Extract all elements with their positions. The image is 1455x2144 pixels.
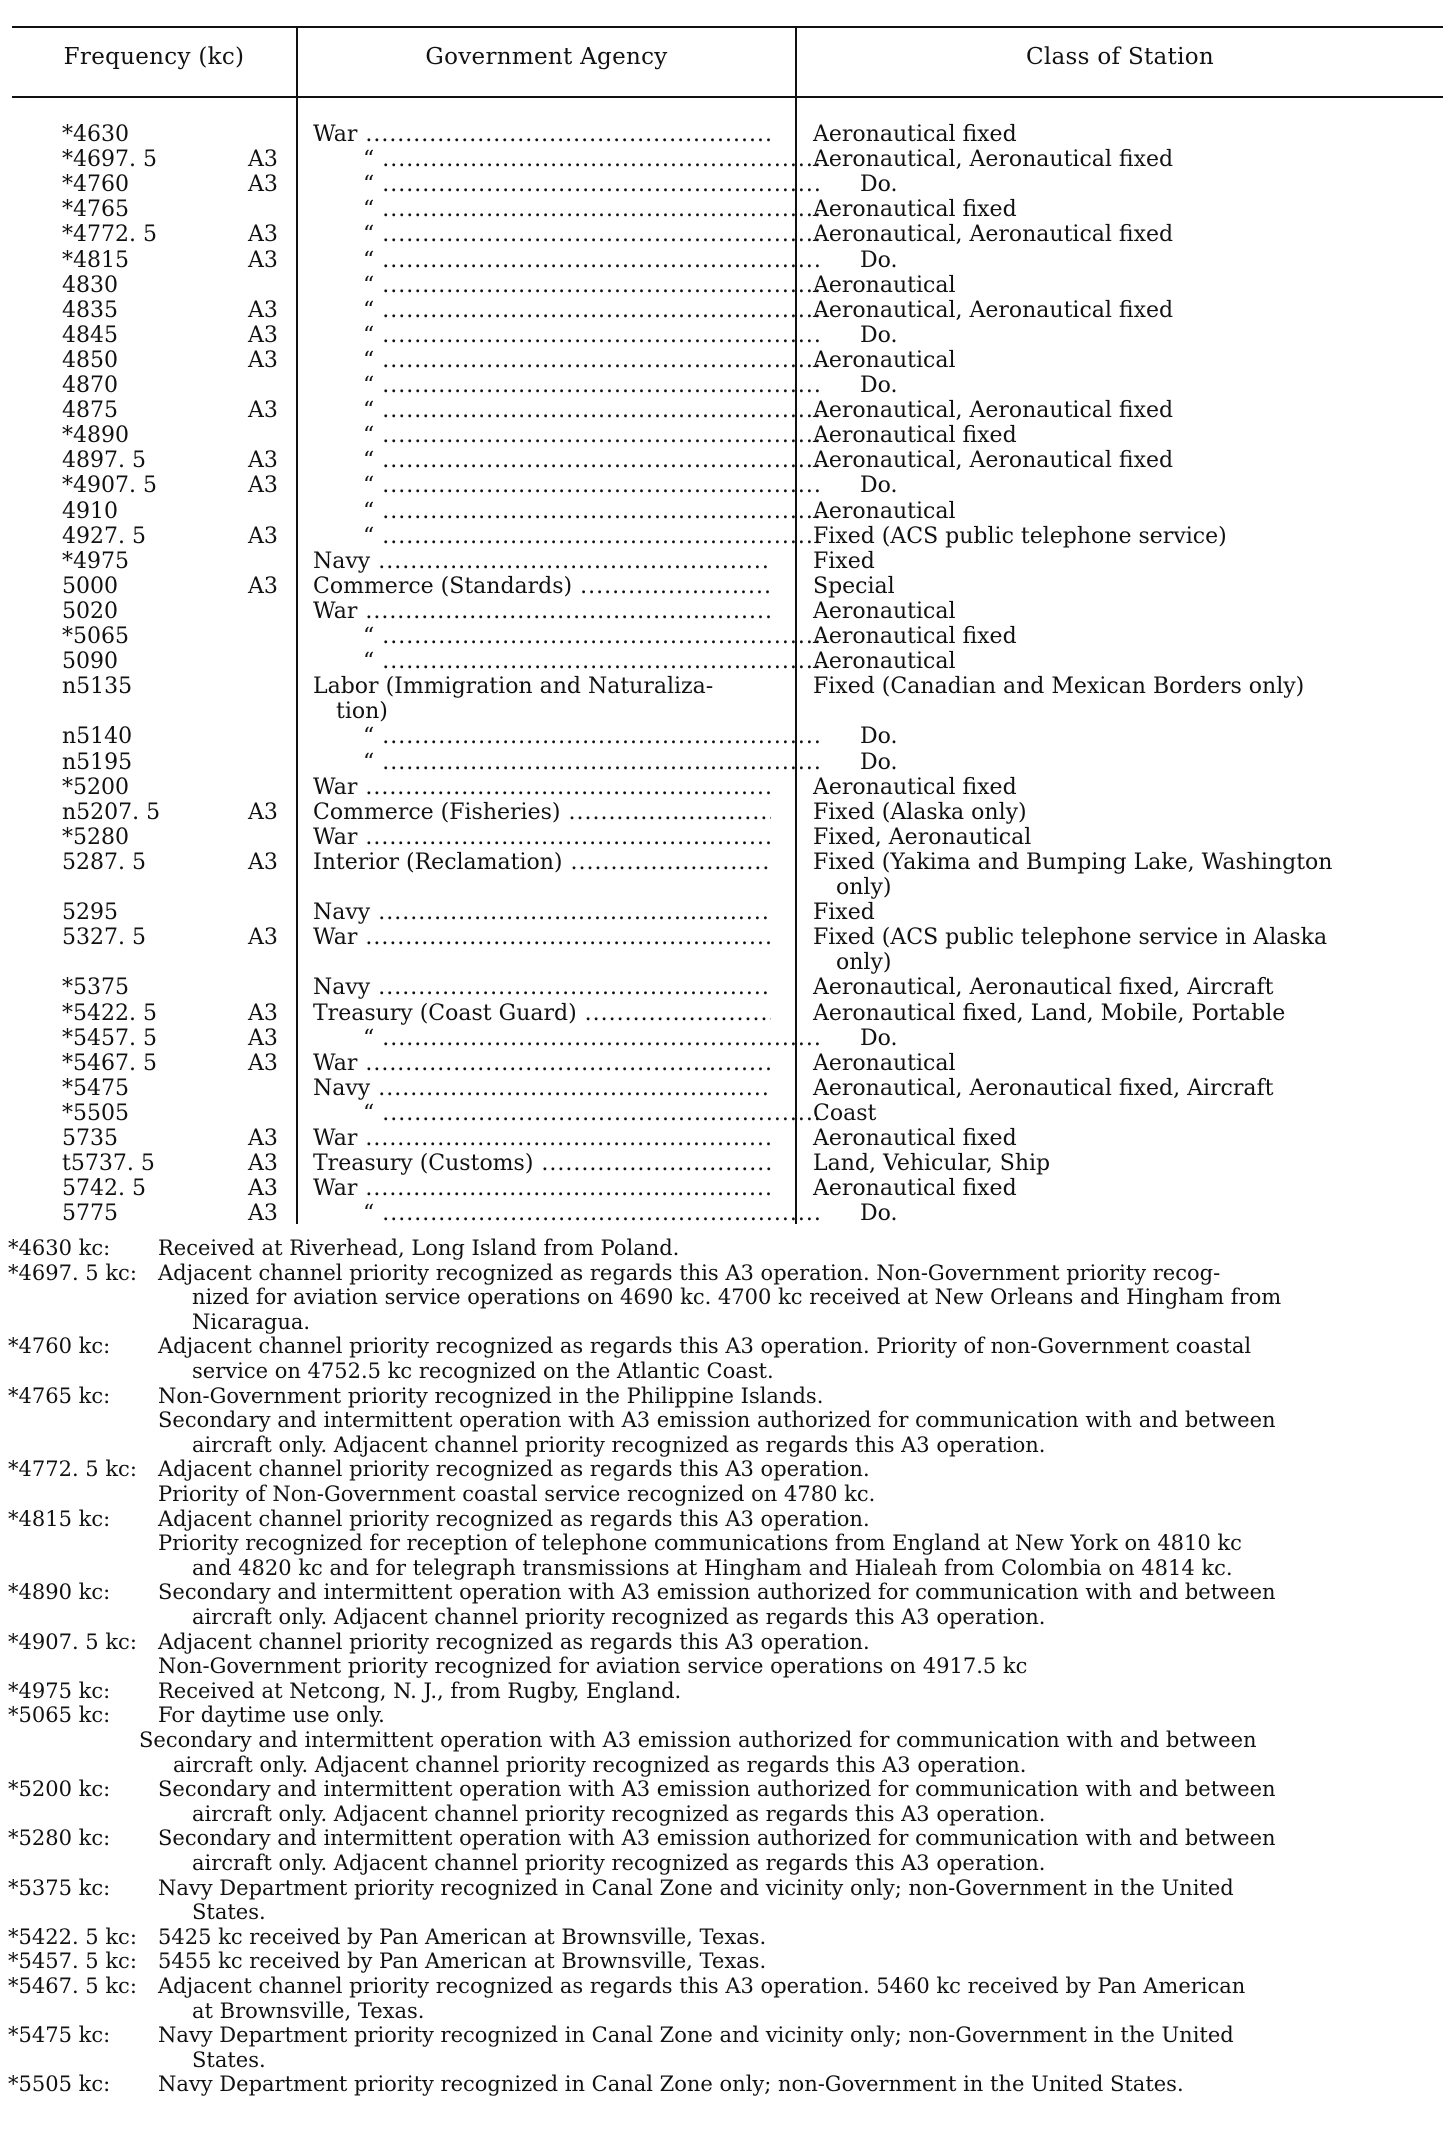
agency-cell: “ ..... bbox=[313, 273, 821, 298]
table-row bbox=[0, 222, 1455, 247]
agency-cell-continued: tion) bbox=[336, 699, 388, 725]
footnote bbox=[8, 1949, 1448, 1974]
table-row bbox=[0, 248, 1455, 273]
frequency-cell: *5475 bbox=[62, 1075, 129, 1101]
agency-cell: “ ..... bbox=[313, 448, 821, 473]
agency-cell: War ..... bbox=[313, 122, 771, 147]
table-row bbox=[0, 1026, 1455, 1051]
footnote-line: Non-Government priority recognized in the Philippine Islands. bbox=[158, 1383, 824, 1408]
footnote-key: *5375 kc: bbox=[8, 1875, 111, 1900]
footnote-line: Navy Department priority recognized in Canal Zone and vicinity only; non-Government in the United bbox=[158, 1875, 1234, 1900]
footnote bbox=[8, 1679, 1448, 1704]
footnote bbox=[8, 1876, 1448, 1925]
emission-cell: A3 bbox=[248, 247, 278, 273]
agency-cell: War ..... bbox=[313, 599, 771, 624]
frequency-cell: 4910 bbox=[62, 498, 118, 524]
frequency-cell: *4697. 5 bbox=[62, 147, 157, 173]
frequency-cell: 4845 bbox=[62, 322, 118, 348]
agency-cell: Treasury (Coast Guard) ..... bbox=[313, 1001, 771, 1026]
table-row bbox=[0, 925, 1455, 950]
class-cell: Aeronautical, Aeronautical fixed bbox=[813, 147, 1174, 173]
footnote-line: Navy Department priority recognized in Canal Zone and vicinity only; non-Government in the United bbox=[158, 2023, 1234, 2048]
emission-cell: A3 bbox=[248, 222, 278, 248]
footnote-key: *4697. 5 kc: bbox=[8, 1260, 137, 1285]
emission-cell: A3 bbox=[248, 448, 278, 474]
footnote-line: nized for aviation service operations on 4690 kc. 4700 kc received at New Orleans and Hingham from bbox=[192, 1285, 1282, 1310]
emission-cell: A3 bbox=[248, 573, 278, 599]
agency-cell: “ ..... bbox=[313, 624, 821, 649]
table-row bbox=[0, 800, 1455, 825]
class-cell: Coast bbox=[813, 1100, 877, 1126]
footnote-line: States. bbox=[192, 1900, 266, 1925]
footnote-key: *4890 kc: bbox=[8, 1580, 111, 1605]
agency-cell: “ ..... bbox=[313, 398, 821, 423]
footnote-line: Secondary and intermittent operation with A3 emission authorized for communication with and between bbox=[158, 1408, 1276, 1433]
table-row bbox=[0, 1176, 1455, 1201]
agency-cell: “ ..... bbox=[313, 473, 821, 498]
footnote bbox=[8, 1925, 1448, 1950]
emission-cell: A3 bbox=[248, 1025, 278, 1051]
footnote-line: States. bbox=[192, 2047, 266, 2072]
frequency-cell: t5737. 5 bbox=[62, 1151, 155, 1177]
class-cell: Aeronautical fixed bbox=[813, 774, 1017, 800]
class-cell: Aeronautical, Aeronautical fixed, Aircraft bbox=[813, 975, 1274, 1001]
frequency-cell: 4927. 5 bbox=[62, 523, 146, 549]
footnote-key: *5280 kc: bbox=[8, 1826, 111, 1851]
class-cell: Aeronautical bbox=[813, 1050, 956, 1076]
agency-cell: War ..... bbox=[313, 1176, 771, 1201]
footnote bbox=[8, 1974, 1448, 2023]
frequency-cell: *5200 bbox=[62, 774, 129, 800]
class-cell: Aeronautical bbox=[813, 649, 956, 675]
agency-cell: “ ..... bbox=[313, 649, 821, 674]
class-cell: Aeronautical, Aeronautical fixed bbox=[813, 222, 1174, 248]
agency-cell: “ ..... bbox=[313, 172, 821, 197]
emission-cell: A3 bbox=[248, 297, 278, 323]
table-row bbox=[0, 775, 1455, 800]
emission-cell: A3 bbox=[248, 473, 278, 499]
frequency-cell: *4890 bbox=[62, 423, 129, 449]
emission-cell: A3 bbox=[248, 1151, 278, 1177]
class-cell: Aeronautical fixed bbox=[813, 122, 1017, 147]
table-row bbox=[0, 348, 1455, 373]
table-row bbox=[0, 499, 1455, 524]
agency-cell: Interior (Reclamation) ..... bbox=[313, 850, 771, 875]
class-cell: Aeronautical bbox=[813, 498, 956, 524]
class-cell: Aeronautical bbox=[813, 598, 956, 624]
frequency-cell: 4897. 5 bbox=[62, 448, 146, 474]
class-cell: Do. bbox=[860, 172, 898, 198]
frequency-cell: 5775 bbox=[62, 1201, 118, 1227]
table-row bbox=[0, 574, 1455, 599]
footnote bbox=[8, 2023, 1448, 2072]
frequency-cell: *5505 bbox=[62, 1100, 129, 1126]
agency-cell: “ ..... bbox=[313, 298, 821, 323]
agency-cell: “ ..... bbox=[313, 222, 821, 247]
agency-cell: “ ..... bbox=[313, 724, 821, 749]
table-row bbox=[0, 398, 1455, 423]
table-row-continuation bbox=[0, 875, 1455, 900]
frequency-cell: 5327. 5 bbox=[62, 925, 146, 951]
class-cell: Fixed bbox=[813, 548, 875, 574]
emission-cell: A3 bbox=[248, 925, 278, 951]
table-row bbox=[0, 850, 1455, 875]
emission-cell: A3 bbox=[248, 849, 278, 875]
table-row bbox=[0, 524, 1455, 549]
frequency-cell: n5207. 5 bbox=[62, 799, 161, 825]
table-row-continuation bbox=[0, 950, 1455, 975]
footnote-line: aircraft only. Adjacent channel priority recognized as regards this A3 operation. bbox=[173, 1752, 1027, 1777]
table-row-continuation bbox=[0, 699, 1455, 724]
frequency-cell: *4630 bbox=[62, 122, 129, 147]
table-row bbox=[0, 323, 1455, 348]
table-row bbox=[0, 172, 1455, 197]
frequency-cell: 5742. 5 bbox=[62, 1176, 146, 1202]
agency-cell: War ..... bbox=[313, 775, 771, 800]
frequency-cell: *5457. 5 bbox=[62, 1025, 157, 1051]
footnote-line: Priority recognized for reception of telephone communications from England at New York on 4810 kc bbox=[158, 1531, 1242, 1556]
footnote bbox=[8, 1580, 1448, 1629]
class-cell: Fixed, Aeronautical bbox=[813, 824, 1032, 850]
footnote-key: *4765 kc: bbox=[8, 1383, 111, 1408]
class-cell: Do. bbox=[860, 473, 898, 499]
agency-cell: War ..... bbox=[313, 825, 771, 850]
class-cell: Fixed (Yakima and Bumping Lake, Washington bbox=[813, 849, 1333, 875]
emission-cell: A3 bbox=[248, 147, 278, 173]
footnote bbox=[8, 1507, 1448, 1581]
class-cell: Aeronautical bbox=[813, 347, 956, 373]
frequency-cell: 5295 bbox=[62, 900, 118, 926]
table-row bbox=[0, 549, 1455, 574]
footnote-line: Adjacent channel priority recognized as regards this A3 operation. Priority of non-Government coastal bbox=[158, 1334, 1252, 1359]
class-cell: Fixed (Alaska only) bbox=[813, 799, 1027, 825]
agency-cell: “ ..... bbox=[313, 147, 821, 172]
footnote bbox=[8, 1630, 1448, 1679]
header-frequency: Frequency (kc) bbox=[63, 44, 245, 70]
emission-cell: A3 bbox=[248, 1176, 278, 1202]
emission-cell: A3 bbox=[248, 1126, 278, 1151]
footnote-line: at Brownsville, Texas. bbox=[192, 1998, 425, 2023]
emission-cell: A3 bbox=[248, 1201, 278, 1227]
emission-cell: A3 bbox=[248, 1000, 278, 1026]
emission-cell: A3 bbox=[248, 347, 278, 373]
footnote-line: 5455 kc received by Pan American at Brownsville, Texas. bbox=[158, 1949, 767, 1974]
footnote-line: Secondary and intermittent operation with A3 emission authorized for communication with and between bbox=[139, 1727, 1257, 1752]
class-cell: Aeronautical, Aeronautical fixed bbox=[813, 297, 1174, 323]
class-cell: Aeronautical bbox=[813, 272, 956, 298]
frequency-cell: 4870 bbox=[62, 373, 118, 398]
frequency-cell: 4875 bbox=[62, 398, 118, 424]
class-cell: Land, Vehicular, Ship bbox=[813, 1151, 1051, 1177]
footnote-key: *4630 kc: bbox=[8, 1236, 111, 1260]
table-row bbox=[0, 1201, 1455, 1226]
footnote-line: aircraft only. Adjacent channel priority recognized as regards this A3 operation. bbox=[192, 1850, 1046, 1875]
frequency-cell: *4765 bbox=[62, 197, 129, 223]
agency-cell: War ..... bbox=[313, 925, 771, 950]
table-row bbox=[0, 1101, 1455, 1126]
class-cell-continued: only) bbox=[836, 950, 892, 976]
class-cell: Aeronautical fixed bbox=[813, 624, 1017, 649]
agency-cell: Treasury (Customs) ..... bbox=[313, 1151, 771, 1176]
table-row bbox=[0, 624, 1455, 649]
table-row bbox=[0, 1126, 1455, 1151]
footnote-line: aircraft only. Adjacent channel priority recognized as regards this A3 operation. bbox=[192, 1432, 1046, 1457]
header-agency: Government Agency bbox=[425, 44, 668, 70]
table-header-rule bbox=[12, 96, 1443, 98]
emission-cell: A3 bbox=[248, 398, 278, 424]
footnote-line: and 4820 kc and for telegraph transmissions at Hingham and Hialeah from Colombia on 4814 kc. bbox=[192, 1555, 1233, 1580]
frequency-cell: *5280 bbox=[62, 824, 129, 850]
emission-cell: A3 bbox=[248, 523, 278, 549]
table-row bbox=[0, 147, 1455, 172]
agency-cell: “ ..... bbox=[313, 1201, 821, 1226]
class-cell: Aeronautical fixed, Land, Mobile, Portable bbox=[813, 1000, 1286, 1026]
class-cell: Do. bbox=[860, 1025, 898, 1051]
frequency-cell: *5065 bbox=[62, 624, 129, 649]
frequency-cell: 5287. 5 bbox=[62, 849, 146, 875]
footnote-key: *5422. 5 kc: bbox=[8, 1924, 137, 1949]
class-cell: Aeronautical fixed bbox=[813, 423, 1017, 449]
agency-cell: “ ..... bbox=[313, 524, 821, 549]
agency-cell: “ ..... bbox=[313, 197, 821, 222]
footnote-line: aircraft only. Adjacent channel priority recognized as regards this A3 operation. bbox=[192, 1801, 1046, 1826]
footnote-line: Received at Netcong, N. J., from Rugby, England. bbox=[158, 1678, 682, 1703]
class-cell: Do. bbox=[860, 749, 898, 775]
table-row bbox=[0, 122, 1455, 147]
class-cell: Special bbox=[813, 573, 895, 599]
class-cell: Do. bbox=[860, 247, 898, 273]
frequency-cell: 5020 bbox=[62, 598, 118, 624]
agency-cell: “ ..... bbox=[313, 348, 821, 373]
frequency-cell: 5090 bbox=[62, 649, 118, 675]
frequency-cell: n5135 bbox=[62, 674, 133, 700]
frequency-cell: 5000 bbox=[62, 573, 118, 599]
class-cell-continued: only) bbox=[836, 875, 892, 900]
footnote-key: *5457. 5 kc: bbox=[8, 1949, 137, 1974]
class-cell: Fixed (ACS public telephone service) bbox=[813, 523, 1227, 549]
footnote-line: Adjacent channel priority recognized as regards this A3 operation. bbox=[158, 1506, 870, 1531]
table-row bbox=[0, 448, 1455, 473]
class-cell: Do. bbox=[860, 1201, 898, 1227]
table-row bbox=[0, 975, 1455, 1000]
table-row bbox=[0, 599, 1455, 624]
table-row bbox=[0, 1051, 1455, 1076]
agency-cell: “ ..... bbox=[313, 1101, 821, 1126]
footnote-line: Secondary and intermittent operation with A3 emission authorized for communication with and between bbox=[158, 1826, 1276, 1851]
class-cell: Aeronautical, Aeronautical fixed bbox=[813, 448, 1174, 474]
class-cell: Aeronautical fixed bbox=[813, 197, 1017, 223]
agency-cell: War ..... bbox=[313, 1126, 771, 1151]
table-row bbox=[0, 473, 1455, 498]
footnote bbox=[8, 1826, 1448, 1875]
footnote bbox=[8, 1334, 1448, 1383]
frequency-cell: 4835 bbox=[62, 297, 118, 323]
footnote-line: Secondary and intermittent operation with A3 emission authorized for communication with and between bbox=[158, 1777, 1276, 1802]
frequency-cell: 4850 bbox=[62, 347, 118, 373]
table-row bbox=[0, 649, 1455, 674]
footnote-key: *4975 kc: bbox=[8, 1678, 111, 1703]
footnote-line: Nicaragua. bbox=[192, 1309, 311, 1334]
class-cell: Fixed (Canadian and Mexican Borders only) bbox=[813, 674, 1305, 700]
table-row bbox=[0, 1076, 1455, 1101]
table-row bbox=[0, 825, 1455, 850]
emission-cell: A3 bbox=[248, 322, 278, 348]
footnote-key: *5475 kc: bbox=[8, 2023, 111, 2048]
table-row bbox=[0, 273, 1455, 298]
footnote-key: *4907. 5 kc: bbox=[8, 1629, 137, 1654]
frequency-cell: 5735 bbox=[62, 1126, 118, 1151]
footnote-line: 5425 kc received by Pan American at Brownsville, Texas. bbox=[158, 1924, 767, 1949]
table-row bbox=[0, 674, 1455, 699]
table-top-rule bbox=[12, 26, 1443, 28]
agency-cell: “ ..... bbox=[313, 423, 821, 448]
frequency-cell: n5140 bbox=[62, 724, 133, 750]
table-row bbox=[0, 1001, 1455, 1026]
footnote-key: *5505 kc: bbox=[8, 2072, 111, 2097]
footnote-line: Navy Department priority recognized in Canal Zone only; non-Government in the United States. bbox=[158, 2072, 1184, 2097]
agency-cell: Labor (Immigration and Naturaliza- bbox=[313, 674, 714, 700]
class-cell: Fixed bbox=[813, 900, 875, 926]
class-cell: Do. bbox=[860, 373, 898, 398]
frequency-cell: *4772. 5 bbox=[62, 222, 157, 248]
footnote-key: *4772. 5 kc: bbox=[8, 1457, 137, 1482]
agency-cell: “ ..... bbox=[313, 248, 821, 273]
footnote-line: aircraft only. Adjacent channel priority recognized as regards this A3 operation. bbox=[192, 1604, 1046, 1629]
class-cell: Aeronautical, Aeronautical fixed, Aircraft bbox=[813, 1075, 1274, 1101]
agency-cell: “ ..... bbox=[313, 1026, 821, 1051]
footnote-line: Adjacent channel priority recognized as regards this A3 operation. Non-Government priority recog- bbox=[158, 1260, 1221, 1285]
footnote-line: Priority of Non-Government coastal service recognized on 4780 kc. bbox=[158, 1481, 876, 1506]
frequency-cell: *4760 bbox=[62, 172, 129, 198]
footnote bbox=[8, 1384, 1448, 1458]
footnote-line: Adjacent channel priority recognized as regards this A3 operation. bbox=[158, 1629, 870, 1654]
table-row bbox=[0, 423, 1455, 448]
footnote-line: Adjacent channel priority recognized as regards this A3 operation. bbox=[158, 1457, 870, 1482]
frequency-cell: *4975 bbox=[62, 548, 129, 574]
agency-cell: Commerce (Fisheries) ..... bbox=[313, 800, 771, 825]
footnote-key: *5200 kc: bbox=[8, 1777, 111, 1802]
class-cell: Do. bbox=[860, 322, 898, 348]
class-cell: Fixed (ACS public telephone service in Alaska bbox=[813, 925, 1328, 951]
agency-cell: Navy ..... bbox=[313, 975, 771, 1000]
frequency-cell: *4907. 5 bbox=[62, 473, 157, 499]
agency-cell: Commerce (Standards) ..... bbox=[313, 574, 771, 599]
frequency-cell: n5195 bbox=[62, 749, 133, 775]
footnote-key: *4760 kc: bbox=[8, 1334, 111, 1359]
agency-cell: “ ..... bbox=[313, 750, 821, 775]
header-class: Class of Station bbox=[1025, 44, 1215, 70]
frequency-cell: *5375 bbox=[62, 975, 129, 1001]
emission-cell: A3 bbox=[248, 172, 278, 198]
footnote-line: Secondary and intermittent operation with A3 emission authorized for communication with and between bbox=[158, 1580, 1276, 1605]
table-row bbox=[0, 1151, 1455, 1176]
emission-cell: A3 bbox=[248, 1050, 278, 1076]
class-cell: Aeronautical fixed bbox=[813, 1176, 1017, 1202]
footnote-line: Adjacent channel priority recognized as regards this A3 operation. 5460 kc received by Pan American bbox=[158, 1974, 1246, 1998]
class-cell: Aeronautical, Aeronautical fixed bbox=[813, 398, 1174, 424]
table-row bbox=[0, 724, 1455, 749]
footnote-line: Non-Government priority recognized for aviation service operations on 4917.5 kc bbox=[158, 1654, 1028, 1679]
agency-cell: “ ..... bbox=[313, 499, 821, 524]
agency-cell: Navy ..... bbox=[313, 549, 771, 574]
footnote bbox=[8, 1261, 1448, 1335]
table-row bbox=[0, 750, 1455, 775]
footnote-key: *5467. 5 kc: bbox=[8, 1974, 137, 1998]
footnote bbox=[8, 1457, 1448, 1506]
table-row bbox=[0, 197, 1455, 222]
class-cell: Aeronautical fixed bbox=[813, 1126, 1017, 1151]
table-row bbox=[0, 298, 1455, 323]
frequency-cell: *5422. 5 bbox=[62, 1000, 157, 1026]
agency-cell: “ ..... bbox=[313, 323, 821, 348]
footnote-line: For daytime use only. bbox=[158, 1703, 385, 1728]
footnote-line: Received at Riverhead, Long Island from Poland. bbox=[158, 1236, 680, 1260]
table-row bbox=[0, 373, 1455, 398]
footnote bbox=[8, 1236, 1448, 1261]
class-cell: Do. bbox=[860, 724, 898, 750]
footnote bbox=[8, 1703, 1448, 1777]
footnote bbox=[8, 2072, 1448, 2097]
emission-cell: A3 bbox=[248, 799, 278, 825]
agency-cell: Navy ..... bbox=[313, 900, 771, 925]
agency-cell: Navy ..... bbox=[313, 1076, 771, 1101]
table-row bbox=[0, 900, 1455, 925]
footnote-key: *5065 kc: bbox=[8, 1703, 111, 1728]
agency-cell: “ ..... bbox=[313, 373, 821, 398]
frequency-cell: *5467. 5 bbox=[62, 1050, 157, 1076]
footnote bbox=[8, 1777, 1448, 1826]
agency-cell: War ..... bbox=[313, 1051, 771, 1076]
footnote-key: *4815 kc: bbox=[8, 1506, 111, 1531]
frequency-cell: *4815 bbox=[62, 247, 129, 273]
frequency-cell: 4830 bbox=[62, 272, 118, 298]
footnote-line: service on 4752.5 kc recognized on the Atlantic Coast. bbox=[192, 1358, 774, 1383]
